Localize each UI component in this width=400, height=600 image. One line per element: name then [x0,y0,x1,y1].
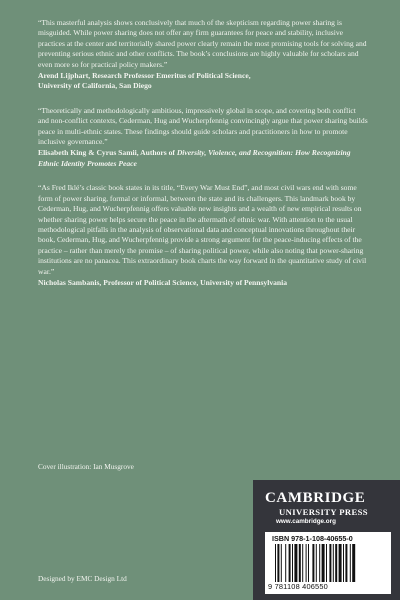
author-affiliation: University of California, San Diego [38,81,152,91]
design-credit: Designed by EMC Design Ltd [38,574,127,583]
endorsement-sambanis [38,183,368,288]
endorsement-author [38,148,368,169]
endorsement-lijphart [38,18,368,92]
endorsement-quote: “This masterful analysis shows conclusively that much of the skepticism regarding power sharing is misguided. While power sharing does not offer any firm guarantees for peace and stability, inclusive practices at the center and territorially shared power clearly remain the most promising tools for solving and preventing serious ethnic and other conflicts. The book’s conclusions are highly valuable for scholars and even more so for practical policy makers.” [38,18,367,69]
endorsement-quote: “Theoretically and methodologically ambitious, impressively global in scope, and covering both conflict and non-conflict contexts, Cederman, Hug and Wucherpfennig convincingly argue that power sharing builds peace in multi-ethnic states. These findings should guide scholars and practitioners in how to promote inclusive governance.” [38,105,368,147]
endorsement-quote: “As Fred Iklé’s classic book states in its title, “Every War Must End”, and most civil wars end with some form of power sharing, formal or informal, between the state and its challengers. This landmark book by Cederman, Hug, and Wucherpfennig offers valuable new insights and a wealth of new empirical results on whether sharing power helps secure the peace in the aftermath of ethnic war. With attention to the usual methodological pitfalls in the analysis of observational data and conceptual innovations throughout their book, Cederman, Hug, and Wucherpfennig provide a strong argument for the peace-inducing effects of the practice – rather than merely the promise – of sharing political power, while also noting that power-sharing institutions are no panacea. This extraordinary book charts the way forward in the quantitative study of civil war.” [38,183,367,276]
barcode-digits: 9 781108 406550 [268,582,328,591]
barcode [265,532,391,594]
publisher-url: www.cambridge.org [276,518,336,525]
endorsements [38,18,368,302]
isbn-label: ISBN 978-1-108-40655-0 [272,534,353,543]
publisher-press: UNIVERSITY PRESS [279,507,368,517]
endorsement-author: Nicholas Sambanis, Professor of Political Science, University of Pennsylvania [38,277,288,287]
endorsement-king-samii [38,106,368,169]
publisher-panel [253,480,400,600]
barcode-bars [275,544,381,582]
publisher-name: CAMBRIDGE [265,490,366,506]
author-book-title: Diversity, Violence, and Recognition: How Recognizing Ethnic Identity Promotes Peace [38,148,351,168]
endorsement-author [38,71,368,92]
author-name: Arend Lijphart, Research Professor Emeritus of Political Science, [38,71,251,81]
cover-illustration-credit: Cover illustration: Ian Musgrove [38,462,134,471]
author-name: Elisabeth King & Cyrus Samii, Authors of [38,148,177,158]
